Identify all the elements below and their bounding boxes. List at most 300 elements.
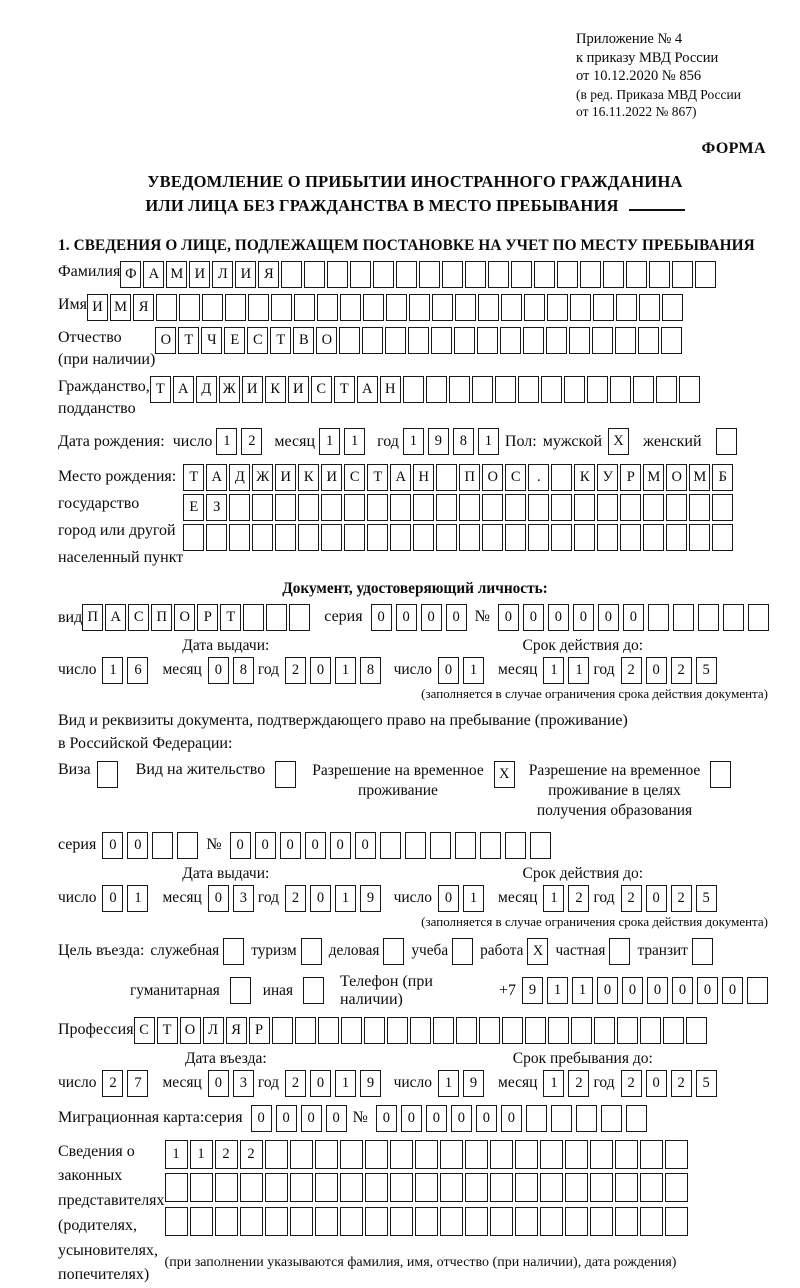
char-cell[interactable]: 0 xyxy=(523,604,544,631)
char-cell[interactable]: 0 xyxy=(371,604,392,631)
char-cell[interactable] xyxy=(230,977,251,1004)
char-cell[interactable]: 0 xyxy=(310,885,331,912)
char-cell[interactable]: 0 xyxy=(438,657,459,684)
char-cell[interactable] xyxy=(571,1017,592,1044)
char-cell[interactable] xyxy=(723,604,744,631)
char-cell[interactable] xyxy=(648,604,669,631)
char-cell[interactable] xyxy=(223,938,244,965)
char-cell[interactable] xyxy=(321,494,342,521)
char-cell[interactable]: 0 xyxy=(573,604,594,631)
char-cell[interactable] xyxy=(580,261,601,288)
char-cell[interactable] xyxy=(666,524,687,551)
char-cell[interactable] xyxy=(165,1173,188,1202)
char-cell[interactable] xyxy=(689,494,710,521)
char-cell[interactable]: 5 xyxy=(696,885,717,912)
char-cell[interactable] xyxy=(626,1105,647,1132)
char-cell[interactable] xyxy=(689,524,710,551)
char-cell[interactable]: 0 xyxy=(301,1105,322,1132)
char-cell[interactable]: С xyxy=(134,1017,155,1044)
char-cell[interactable] xyxy=(455,294,476,321)
char-cell[interactable] xyxy=(240,1173,263,1202)
char-cell[interactable] xyxy=(656,376,677,403)
char-cell[interactable] xyxy=(551,464,572,491)
char-cell[interactable] xyxy=(281,261,302,288)
char-cell[interactable] xyxy=(505,494,526,521)
char-cell[interactable] xyxy=(340,1173,363,1202)
char-cell[interactable]: 2 xyxy=(285,1070,306,1097)
char-cell[interactable] xyxy=(390,524,411,551)
char-cell[interactable]: 9 xyxy=(522,977,543,1004)
char-cell[interactable] xyxy=(534,261,555,288)
char-cell[interactable]: Я xyxy=(226,1017,247,1044)
char-cell[interactable] xyxy=(490,1140,513,1169)
char-cell[interactable] xyxy=(315,1173,338,1202)
char-cell[interactable] xyxy=(339,327,360,354)
char-cell[interactable] xyxy=(495,376,516,403)
char-cell[interactable]: 0 xyxy=(622,977,643,1004)
char-cell[interactable] xyxy=(373,261,394,288)
char-cell[interactable] xyxy=(456,1017,477,1044)
char-cell[interactable]: С xyxy=(128,604,149,631)
char-cell[interactable] xyxy=(436,464,457,491)
char-cell[interactable] xyxy=(594,1017,615,1044)
char-cell[interactable] xyxy=(215,1207,238,1236)
char-cell[interactable]: 2 xyxy=(285,657,306,684)
char-cell[interactable] xyxy=(365,1207,388,1236)
char-cell[interactable] xyxy=(430,832,451,859)
char-cell[interactable] xyxy=(482,494,503,521)
char-cell[interactable]: 0 xyxy=(623,604,644,631)
char-cell[interactable]: 0 xyxy=(208,885,229,912)
char-cell[interactable]: 1 xyxy=(403,428,424,455)
char-cell[interactable] xyxy=(565,1140,588,1169)
char-cell[interactable]: З xyxy=(206,494,227,521)
char-cell[interactable] xyxy=(413,524,434,551)
char-cell[interactable] xyxy=(156,294,177,321)
char-cell[interactable] xyxy=(327,261,348,288)
char-cell[interactable] xyxy=(686,1017,707,1044)
char-cell[interactable]: 2 xyxy=(102,1070,123,1097)
char-cell[interactable]: Ч xyxy=(201,327,222,354)
char-cell[interactable]: 1 xyxy=(543,1070,564,1097)
char-cell[interactable]: И xyxy=(235,261,256,288)
char-cell[interactable] xyxy=(275,524,296,551)
char-cell[interactable]: 0 xyxy=(401,1105,422,1132)
char-cell[interactable] xyxy=(455,832,476,859)
char-cell[interactable]: Т xyxy=(183,464,204,491)
char-cell[interactable]: 0 xyxy=(476,1105,497,1132)
char-cell[interactable] xyxy=(385,327,406,354)
char-cell[interactable]: П xyxy=(151,604,172,631)
char-cell[interactable]: 0 xyxy=(548,604,569,631)
char-cell[interactable]: 0 xyxy=(498,604,519,631)
char-cell[interactable]: 0 xyxy=(280,832,301,859)
char-cell[interactable] xyxy=(597,494,618,521)
char-cell[interactable] xyxy=(344,524,365,551)
char-cell[interactable]: 0 xyxy=(310,657,331,684)
char-cell[interactable] xyxy=(405,832,426,859)
char-cell[interactable] xyxy=(275,494,296,521)
char-cell[interactable] xyxy=(452,938,473,965)
char-cell[interactable] xyxy=(415,1207,438,1236)
char-cell[interactable]: Т xyxy=(220,604,241,631)
char-cell[interactable] xyxy=(272,1017,293,1044)
char-cell[interactable] xyxy=(426,376,447,403)
char-cell[interactable] xyxy=(590,1173,613,1202)
char-cell[interactable] xyxy=(662,294,683,321)
char-cell[interactable] xyxy=(97,761,118,788)
char-cell[interactable]: 6 xyxy=(127,657,148,684)
char-cell[interactable] xyxy=(547,294,568,321)
char-cell[interactable] xyxy=(415,1140,438,1169)
char-cell[interactable] xyxy=(177,832,198,859)
char-cell[interactable]: М xyxy=(643,464,664,491)
char-cell[interactable] xyxy=(523,327,544,354)
char-cell[interactable] xyxy=(528,524,549,551)
char-cell[interactable]: М xyxy=(110,294,131,321)
char-cell[interactable] xyxy=(574,524,595,551)
char-cell[interactable] xyxy=(557,261,578,288)
char-cell[interactable] xyxy=(540,1140,563,1169)
char-cell[interactable] xyxy=(318,1017,339,1044)
char-cell[interactable] xyxy=(390,1140,413,1169)
char-cell[interactable] xyxy=(431,327,452,354)
char-cell[interactable] xyxy=(712,524,733,551)
char-cell[interactable]: В xyxy=(293,327,314,354)
char-cell[interactable]: 1 xyxy=(478,428,499,455)
char-cell[interactable]: 1 xyxy=(463,885,484,912)
char-cell[interactable] xyxy=(190,1207,213,1236)
char-cell[interactable]: 7 xyxy=(127,1070,148,1097)
char-cell[interactable]: 1 xyxy=(335,1070,356,1097)
char-cell[interactable] xyxy=(551,1105,572,1132)
char-cell[interactable] xyxy=(362,327,383,354)
char-cell[interactable] xyxy=(367,524,388,551)
char-cell[interactable] xyxy=(710,761,731,788)
char-cell[interactable]: И xyxy=(242,376,263,403)
char-cell[interactable] xyxy=(666,494,687,521)
char-cell[interactable]: И xyxy=(275,464,296,491)
char-cell[interactable]: . xyxy=(528,464,549,491)
char-cell[interactable] xyxy=(202,294,223,321)
char-cell[interactable]: 8 xyxy=(233,657,254,684)
char-cell[interactable]: Я xyxy=(258,261,279,288)
char-cell[interactable] xyxy=(472,376,493,403)
char-cell[interactable]: 2 xyxy=(671,1070,692,1097)
char-cell[interactable] xyxy=(301,938,322,965)
char-cell[interactable] xyxy=(524,294,545,321)
char-cell[interactable]: X xyxy=(494,761,515,788)
char-cell[interactable] xyxy=(440,1173,463,1202)
char-cell[interactable] xyxy=(692,938,713,965)
char-cell[interactable] xyxy=(633,376,654,403)
char-cell[interactable] xyxy=(465,1140,488,1169)
char-cell[interactable] xyxy=(643,494,664,521)
char-cell[interactable]: 0 xyxy=(276,1105,297,1132)
char-cell[interactable] xyxy=(649,261,670,288)
char-cell[interactable] xyxy=(440,1140,463,1169)
char-cell[interactable]: 3 xyxy=(233,885,254,912)
char-cell[interactable]: 0 xyxy=(722,977,743,1004)
char-cell[interactable] xyxy=(271,294,292,321)
char-cell[interactable]: Ж xyxy=(252,464,273,491)
char-cell[interactable] xyxy=(597,524,618,551)
char-cell[interactable]: 0 xyxy=(255,832,276,859)
char-cell[interactable] xyxy=(592,327,613,354)
char-cell[interactable] xyxy=(380,832,401,859)
char-cell[interactable]: Я xyxy=(133,294,154,321)
char-cell[interactable]: 0 xyxy=(330,832,351,859)
char-cell[interactable] xyxy=(665,1173,688,1202)
char-cell[interactable] xyxy=(515,1173,538,1202)
char-cell[interactable] xyxy=(576,1105,597,1132)
char-cell[interactable]: Т xyxy=(150,376,171,403)
char-cell[interactable] xyxy=(179,294,200,321)
char-cell[interactable] xyxy=(615,1140,638,1169)
char-cell[interactable]: Ж xyxy=(219,376,240,403)
char-cell[interactable]: 0 xyxy=(451,1105,472,1132)
char-cell[interactable]: О xyxy=(174,604,195,631)
char-cell[interactable] xyxy=(229,494,250,521)
char-cell[interactable]: 0 xyxy=(251,1105,272,1132)
char-cell[interactable] xyxy=(290,1207,313,1236)
char-cell[interactable] xyxy=(540,1173,563,1202)
char-cell[interactable] xyxy=(340,1207,363,1236)
char-cell[interactable]: А xyxy=(143,261,164,288)
char-cell[interactable] xyxy=(449,376,470,403)
char-cell[interactable]: М xyxy=(689,464,710,491)
char-cell[interactable] xyxy=(617,1017,638,1044)
char-cell[interactable]: И xyxy=(87,294,108,321)
char-cell[interactable] xyxy=(639,294,660,321)
char-cell[interactable] xyxy=(298,494,319,521)
char-cell[interactable] xyxy=(477,327,498,354)
char-cell[interactable] xyxy=(289,604,310,631)
char-cell[interactable]: 0 xyxy=(426,1105,447,1132)
char-cell[interactable]: П xyxy=(82,604,103,631)
char-cell[interactable] xyxy=(298,524,319,551)
char-cell[interactable]: Б xyxy=(712,464,733,491)
char-cell[interactable]: О xyxy=(180,1017,201,1044)
char-cell[interactable] xyxy=(640,1207,663,1236)
char-cell[interactable]: А xyxy=(357,376,378,403)
char-cell[interactable] xyxy=(410,1017,431,1044)
char-cell[interactable] xyxy=(436,524,457,551)
char-cell[interactable] xyxy=(403,376,424,403)
char-cell[interactable] xyxy=(482,524,503,551)
char-cell[interactable]: 0 xyxy=(421,604,442,631)
char-cell[interactable]: 0 xyxy=(102,832,123,859)
char-cell[interactable] xyxy=(290,1140,313,1169)
char-cell[interactable]: 1 xyxy=(165,1140,188,1169)
char-cell[interactable] xyxy=(440,1207,463,1236)
char-cell[interactable]: 0 xyxy=(310,1070,331,1097)
char-cell[interactable] xyxy=(266,604,287,631)
char-cell[interactable] xyxy=(432,294,453,321)
char-cell[interactable] xyxy=(252,524,273,551)
char-cell[interactable] xyxy=(673,604,694,631)
char-cell[interactable]: 0 xyxy=(305,832,326,859)
char-cell[interactable] xyxy=(252,494,273,521)
char-cell[interactable] xyxy=(386,294,407,321)
char-cell[interactable] xyxy=(593,294,614,321)
char-cell[interactable]: 1 xyxy=(463,657,484,684)
char-cell[interactable] xyxy=(409,294,430,321)
char-cell[interactable]: 2 xyxy=(568,1070,589,1097)
char-cell[interactable] xyxy=(344,494,365,521)
char-cell[interactable]: И xyxy=(288,376,309,403)
char-cell[interactable]: 0 xyxy=(697,977,718,1004)
char-cell[interactable] xyxy=(665,1140,688,1169)
char-cell[interactable] xyxy=(615,327,636,354)
char-cell[interactable] xyxy=(315,1140,338,1169)
char-cell[interactable] xyxy=(565,1173,588,1202)
char-cell[interactable]: А xyxy=(206,464,227,491)
char-cell[interactable]: 2 xyxy=(568,885,589,912)
char-cell[interactable]: С xyxy=(247,327,268,354)
char-cell[interactable] xyxy=(215,1173,238,1202)
char-cell[interactable] xyxy=(317,294,338,321)
char-cell[interactable] xyxy=(433,1017,454,1044)
char-cell[interactable]: 1 xyxy=(190,1140,213,1169)
char-cell[interactable] xyxy=(478,294,499,321)
char-cell[interactable] xyxy=(638,327,659,354)
char-cell[interactable] xyxy=(303,977,324,1004)
char-cell[interactable] xyxy=(490,1207,513,1236)
char-cell[interactable] xyxy=(747,977,768,1004)
char-cell[interactable] xyxy=(695,261,716,288)
char-cell[interactable] xyxy=(413,494,434,521)
char-cell[interactable]: И xyxy=(321,464,342,491)
char-cell[interactable] xyxy=(564,376,585,403)
char-cell[interactable] xyxy=(304,261,325,288)
char-cell[interactable]: 0 xyxy=(646,885,667,912)
char-cell[interactable] xyxy=(408,327,429,354)
char-cell[interactable]: 1 xyxy=(102,657,123,684)
char-cell[interactable]: 1 xyxy=(572,977,593,1004)
char-cell[interactable] xyxy=(415,1173,438,1202)
char-cell[interactable] xyxy=(367,494,388,521)
char-cell[interactable] xyxy=(387,1017,408,1044)
char-cell[interactable]: Т xyxy=(157,1017,178,1044)
char-cell[interactable] xyxy=(206,524,227,551)
char-cell[interactable] xyxy=(515,1140,538,1169)
char-cell[interactable]: Т xyxy=(367,464,388,491)
char-cell[interactable] xyxy=(525,1017,546,1044)
char-cell[interactable] xyxy=(365,1140,388,1169)
char-cell[interactable] xyxy=(365,1173,388,1202)
char-cell[interactable]: 0 xyxy=(102,885,123,912)
char-cell[interactable] xyxy=(643,524,664,551)
char-cell[interactable] xyxy=(459,494,480,521)
char-cell[interactable] xyxy=(590,1140,613,1169)
char-cell[interactable] xyxy=(515,1207,538,1236)
char-cell[interactable] xyxy=(620,494,641,521)
char-cell[interactable]: У xyxy=(597,464,618,491)
char-cell[interactable] xyxy=(490,1173,513,1202)
char-cell[interactable] xyxy=(265,1140,288,1169)
char-cell[interactable] xyxy=(626,261,647,288)
char-cell[interactable] xyxy=(603,261,624,288)
char-cell[interactable]: Т xyxy=(178,327,199,354)
char-cell[interactable]: Т xyxy=(334,376,355,403)
char-cell[interactable]: А xyxy=(390,464,411,491)
char-cell[interactable] xyxy=(574,494,595,521)
char-cell[interactable]: 1 xyxy=(438,1070,459,1097)
char-cell[interactable]: Д xyxy=(229,464,250,491)
char-cell[interactable]: 2 xyxy=(621,885,642,912)
char-cell[interactable] xyxy=(436,494,457,521)
char-cell[interactable]: 0 xyxy=(438,885,459,912)
char-cell[interactable]: А xyxy=(105,604,126,631)
char-cell[interactable]: 1 xyxy=(344,428,365,455)
char-cell[interactable]: Р xyxy=(620,464,641,491)
char-cell[interactable] xyxy=(340,1140,363,1169)
char-cell[interactable] xyxy=(540,1207,563,1236)
char-cell[interactable]: 2 xyxy=(671,885,692,912)
char-cell[interactable]: 8 xyxy=(453,428,474,455)
char-cell[interactable]: 0 xyxy=(598,604,619,631)
char-cell[interactable]: 5 xyxy=(696,657,717,684)
char-cell[interactable] xyxy=(419,261,440,288)
char-cell[interactable] xyxy=(698,604,719,631)
char-cell[interactable]: 2 xyxy=(241,428,262,455)
char-cell[interactable] xyxy=(315,1207,338,1236)
char-cell[interactable]: 0 xyxy=(647,977,668,1004)
char-cell[interactable] xyxy=(488,261,509,288)
char-cell[interactable]: С xyxy=(505,464,526,491)
char-cell[interactable] xyxy=(465,1207,488,1236)
char-cell[interactable] xyxy=(183,524,204,551)
char-cell[interactable] xyxy=(569,327,590,354)
char-cell[interactable] xyxy=(364,1017,385,1044)
char-cell[interactable] xyxy=(615,1173,638,1202)
char-cell[interactable]: О xyxy=(155,327,176,354)
char-cell[interactable] xyxy=(229,524,250,551)
char-cell[interactable] xyxy=(501,294,522,321)
char-cell[interactable]: 0 xyxy=(208,657,229,684)
char-cell[interactable] xyxy=(610,376,631,403)
char-cell[interactable]: О xyxy=(666,464,687,491)
char-cell[interactable]: Ф xyxy=(120,261,141,288)
char-cell[interactable] xyxy=(712,494,733,521)
char-cell[interactable] xyxy=(290,1173,313,1202)
char-cell[interactable]: 0 xyxy=(446,604,467,631)
char-cell[interactable]: 0 xyxy=(326,1105,347,1132)
char-cell[interactable] xyxy=(587,376,608,403)
char-cell[interactable] xyxy=(505,524,526,551)
char-cell[interactable]: 1 xyxy=(568,657,589,684)
char-cell[interactable] xyxy=(240,1207,263,1236)
char-cell[interactable] xyxy=(528,494,549,521)
char-cell[interactable]: 1 xyxy=(547,977,568,1004)
char-cell[interactable] xyxy=(442,261,463,288)
char-cell[interactable]: С xyxy=(344,464,365,491)
char-cell[interactable] xyxy=(341,1017,362,1044)
char-cell[interactable]: 1 xyxy=(543,885,564,912)
char-cell[interactable] xyxy=(620,524,641,551)
char-cell[interactable] xyxy=(661,327,682,354)
char-cell[interactable] xyxy=(243,604,264,631)
char-cell[interactable] xyxy=(548,1017,569,1044)
char-cell[interactable]: 0 xyxy=(646,1070,667,1097)
char-cell[interactable]: 2 xyxy=(621,657,642,684)
char-cell[interactable] xyxy=(502,1017,523,1044)
char-cell[interactable] xyxy=(465,261,486,288)
char-cell[interactable]: 9 xyxy=(360,885,381,912)
char-cell[interactable]: А xyxy=(173,376,194,403)
char-cell[interactable] xyxy=(530,832,551,859)
